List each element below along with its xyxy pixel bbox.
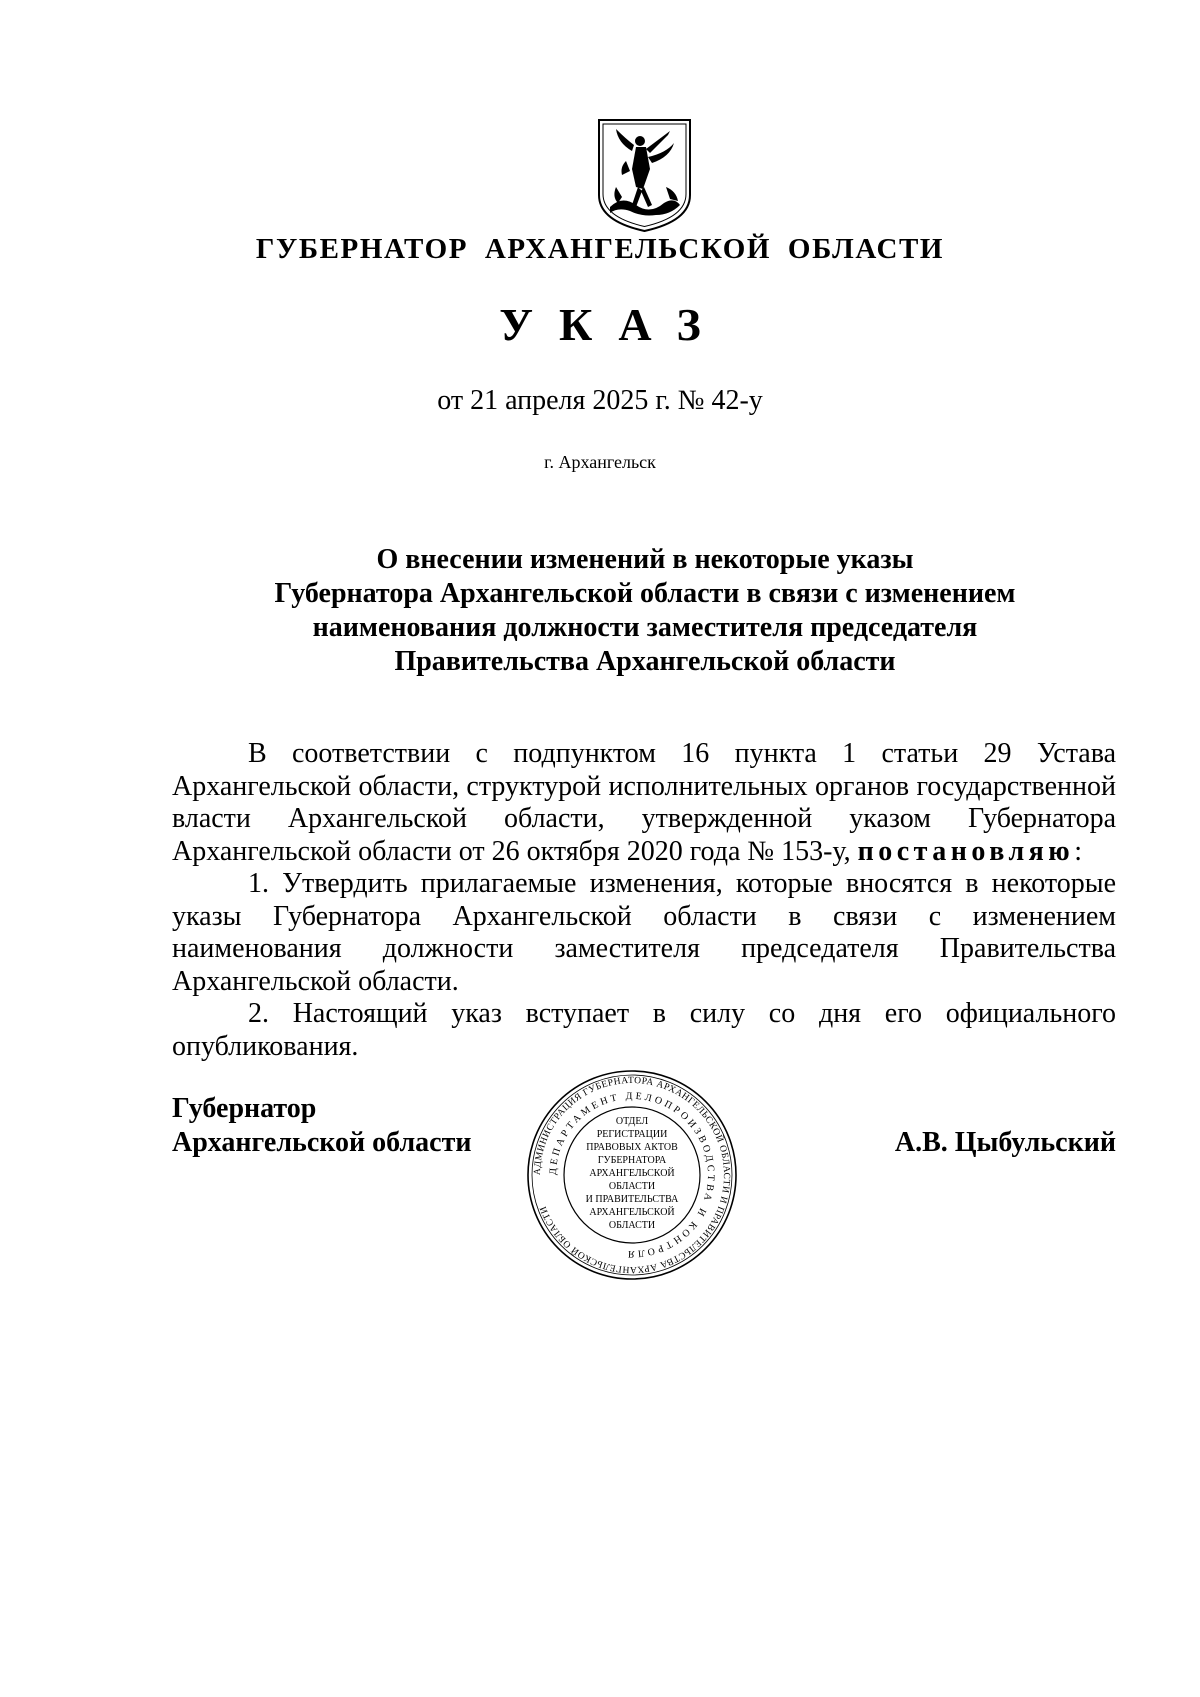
document-city: г. Архангельск	[544, 452, 656, 472]
item-paragraph-1: 1. Утвердить прилагаемые изменения, которые вносятся в некоторые указы Губернатора Архангельской области в связи с изменением наименования должности заместителя председателя Правительства Архангельской области.	[172, 868, 1116, 997]
official-seal	[520, 1068, 744, 1282]
title-line: Губернатора Архангельской области в связи с изменением	[274, 578, 1016, 609]
title-line: Правительства Архангельской области	[394, 646, 896, 677]
seal-ring-text: АДМИНИСТРАЦИЯ ГУБЕРНАТОРА АРХАНГЕЛЬСКОЙ ОБЛАСТИ И ПРАВИТЕЛЬСТВА АРХАНГЕЛЬСКОЙ ОБЛАСТИ	[532, 1075, 732, 1275]
seal-line: РЕГИСТРАЦИИ	[596, 1129, 668, 1140]
decree-colon: :	[1074, 835, 1082, 867]
seal-ring-inner-text: ДЕПАРТАМЕНТ ДЕЛОПРОИЗВОДСТВА И КОНТРОЛЯ	[547, 1090, 717, 1260]
seal-line: ПРАВОВЫХ АКТОВ	[586, 1142, 678, 1153]
document-body	[172, 738, 1116, 1063]
signatory-position-line: Архангельской области	[172, 1127, 472, 1158]
document-title	[170, 543, 1120, 679]
seal-line: И ПРАВИТЕЛЬСТВА	[585, 1194, 679, 1205]
title-line: О внесении изменений в некоторые указы	[376, 544, 914, 575]
signatory-position-line: Губернатор	[172, 1093, 317, 1124]
issuing-authority: ГУБЕРНАТОР АРХАНГЕЛЬСКОЙ ОБЛАСТИ	[255, 233, 945, 265]
seal-line: АРХАНГЕЛЬСКОЙ	[589, 1207, 675, 1218]
signatory-name: А.В. Цыбульский	[894, 1127, 1116, 1158]
signatory-position	[172, 1092, 472, 1160]
decree-word: постановляю	[857, 835, 1075, 867]
title-line: наименования должности заместителя председателя	[312, 612, 978, 643]
item-paragraph-2: 2. Настоящий указ вступает в силу со дня его официального опубликования.	[172, 998, 1116, 1062]
seal-line: ГУБЕРНАТОРА	[597, 1155, 667, 1166]
seal-line: ОБЛАСТИ	[608, 1220, 656, 1231]
seal-line: ОТДЕЛ	[615, 1116, 649, 1127]
document-date-number: от 21 апреля 2025 г. № 42-у	[437, 385, 763, 416]
document-type: УКАЗ	[499, 299, 727, 350]
seal-line: ОБЛАСТИ	[608, 1181, 656, 1192]
coat-of-arms-icon	[596, 117, 693, 234]
preamble-paragraph	[172, 738, 1116, 868]
preamble-text: В соответствии с подпунктом 16 пункта 1 статьи 29 Устава Архангельской области, структурой исполнительных органов государственной власти Архангельской области, утвержденной указом Губернатора Архангельской области от 26 октября 2020 года № 153-у,	[172, 738, 1116, 867]
seal-line: АРХАНГЕЛЬСКОЙ	[589, 1168, 675, 1179]
